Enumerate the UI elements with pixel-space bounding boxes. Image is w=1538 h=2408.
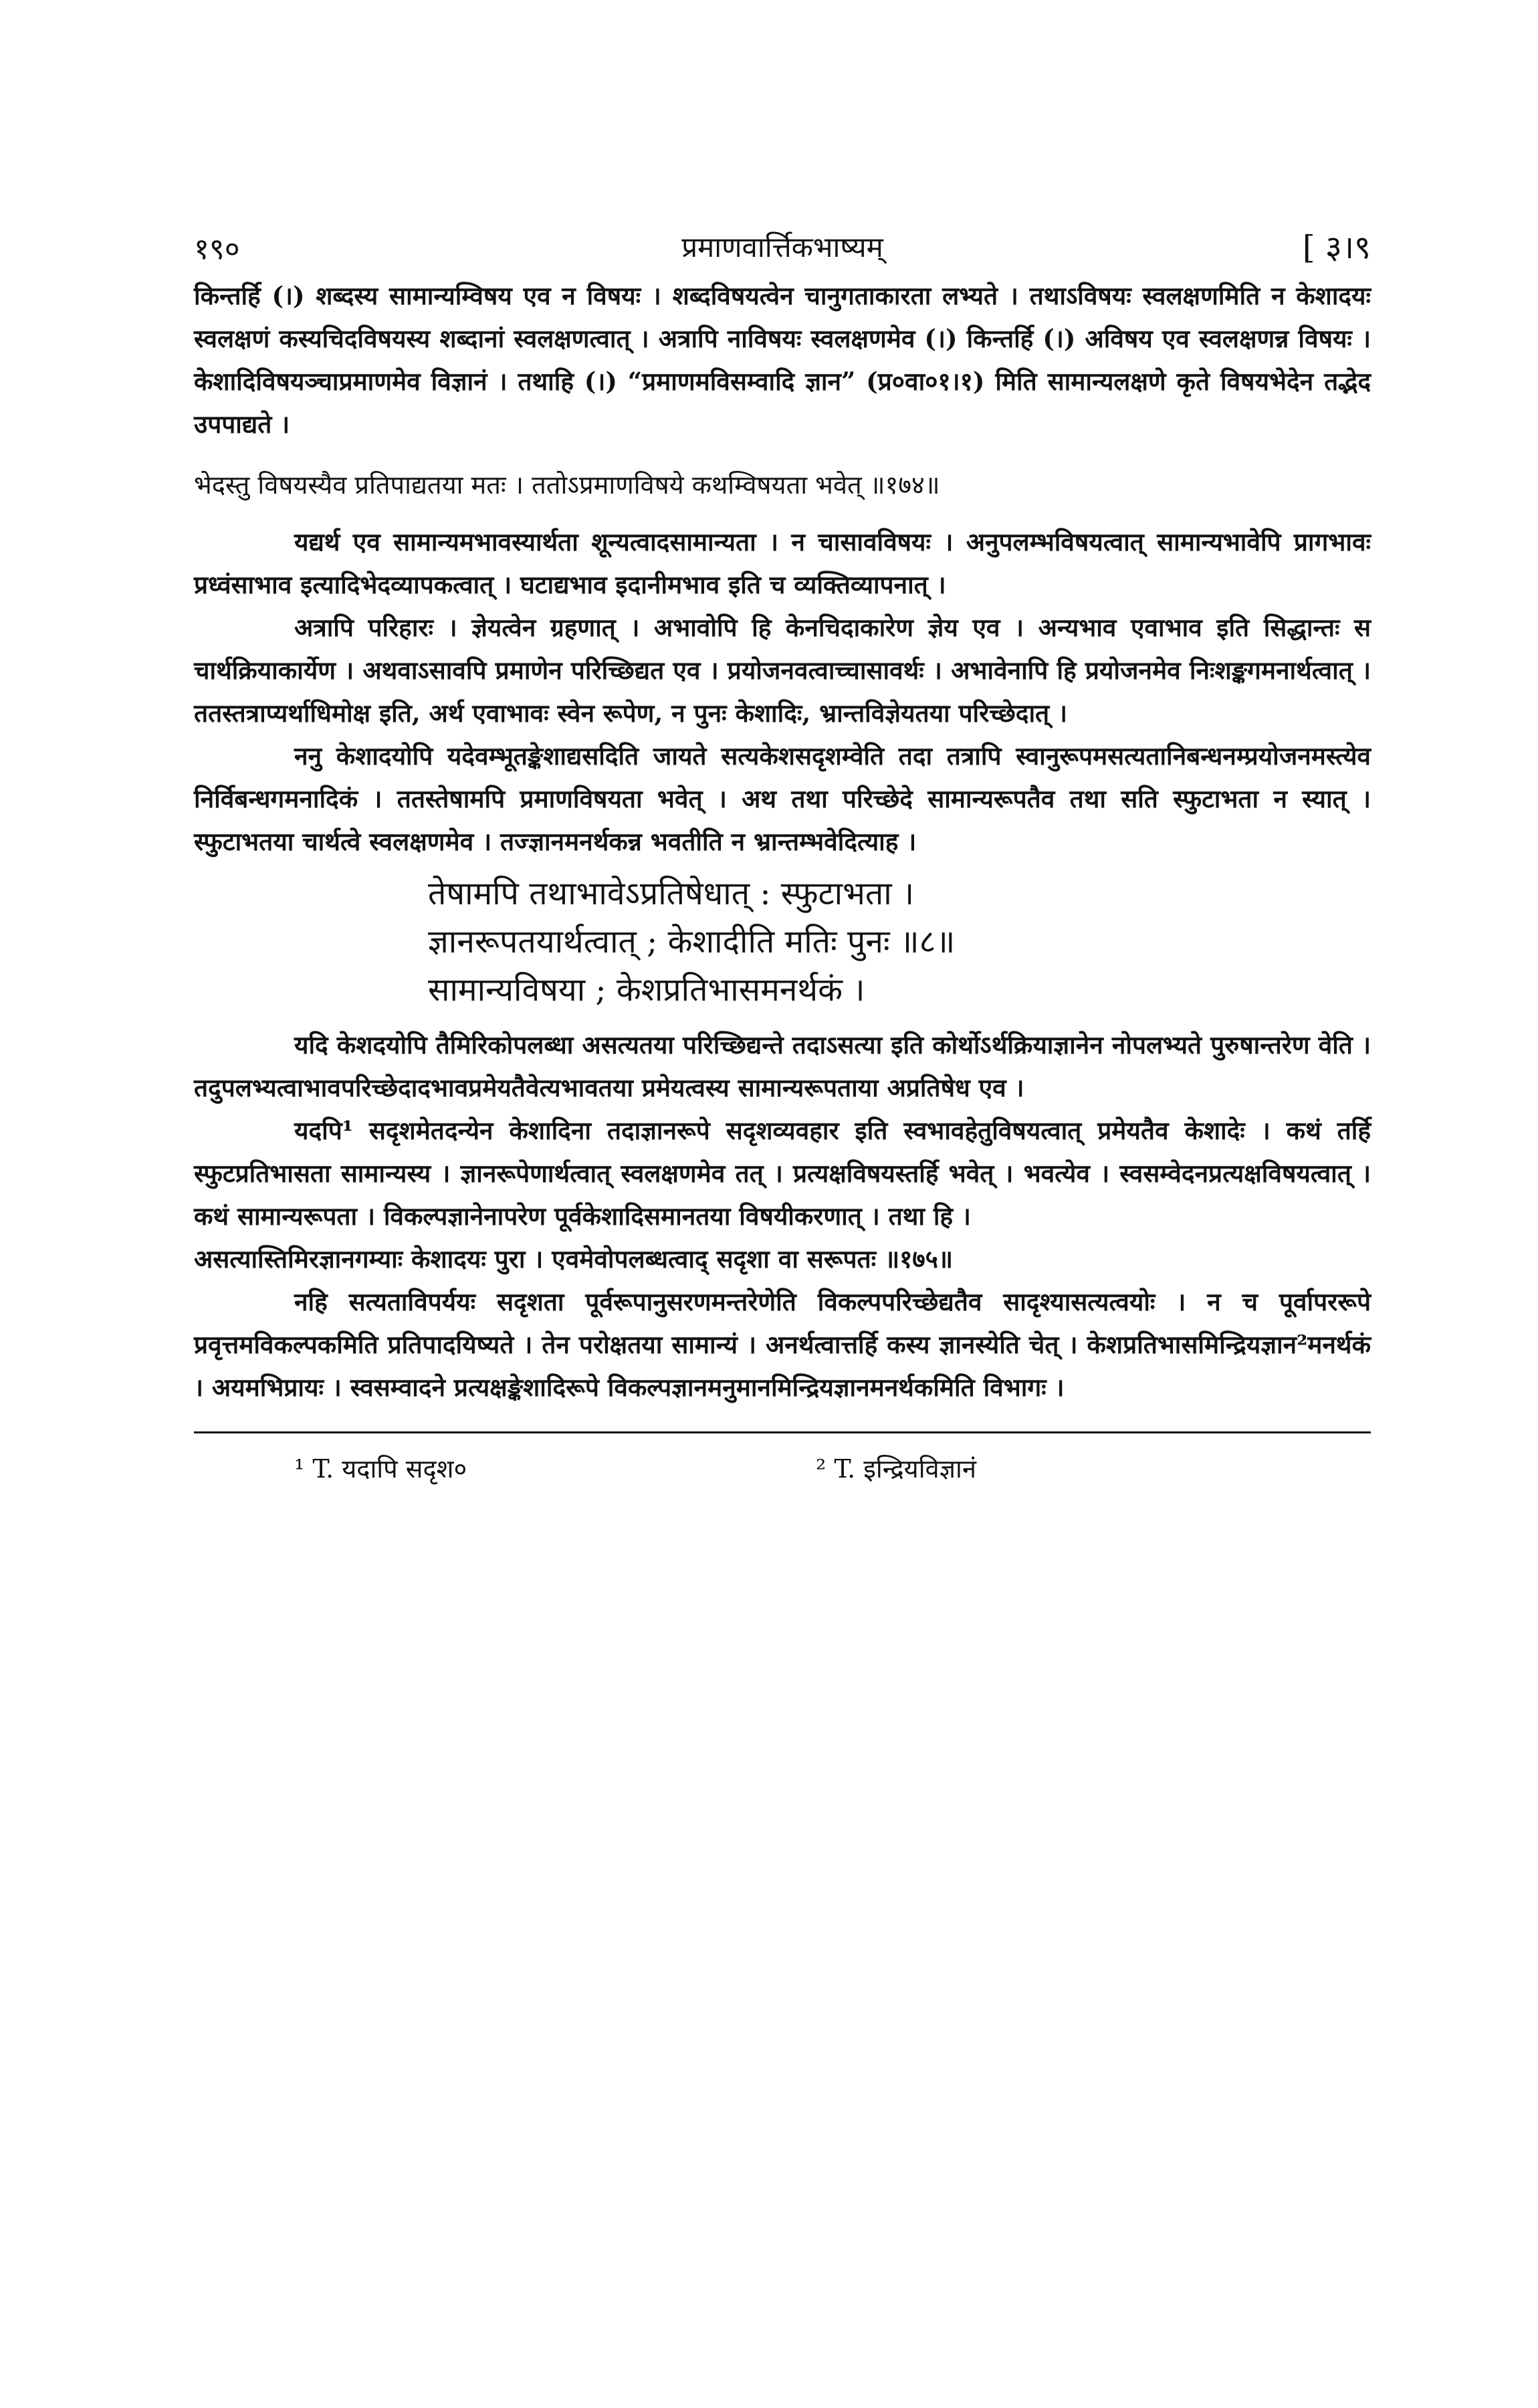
commentary-paragraph: किन्तर्हि (।) शब्दस्य सामान्यम्विषय एव न विषयः । शब्दविषयत्वेन चानुगताकारता लभ्यते । तथाऽविषयः स्वलक्षणमिति न केशादयः स्वलक्षणं कस्यचिदविषयस्य शब्दानां स्वलक्षणत्वात् । अत्रापि नाविषयः स्वलक्षणमेव (।) किन्तर्हि (।) अविषय एव स्वलक्षणन्न विषयः । केशादिविषयञ्चाप्रमाणमेव विज्ञानं । तथाहि (।) “प्रमाणमविसम्वादि ज्ञान” (प्र०वा०१।१) मिति सामान्यलक्षणे कृते विषयभेदेन तद्भेद उपपाद्यते । [194,281,1371,439]
section-reference: [ ३।९ [1302,229,1371,266]
karika-verse-174: भेदस्तु विषयस्यैव प्रतिपाद्यतया मतः । ततोऽप्रमाणविषये कथम्विषयता भवेत् ॥१७४॥ [194,470,940,500]
karika-verse-175: असत्यास्तिमिरज्ञानगम्याः केशादयः पुरा । एवमेवोपलब्धत्वाद् सदृशा वा सरूपतः ॥१७५॥ [194,1244,954,1274]
commentary-paragraph: यदपि¹ सदृशमेतदन्येन केशादिना तदाज्ञानरूपे सदृशव्यवहार इति स्वभावहेतुविषयत्वात् प्रमेयतैव केशादेः । कथं तर्हि स्फुटप्रतिभासता सामान्यस्य । ज्ञानरूपेणार्थत्वात् स्वलक्षणमेव तत् । प्रत्यक्षविषयस्तर्हि भवेत् । भवत्येव । स्वसम्वेदनप्रत्यक्षविषयत्वात् । कथं सामान्यरूपता । विकल्पज्ञानेनापरेण पूर्वकेशादिसमानतया विषयीकरणात् । तथा हि । [194,1116,1371,1231]
footnote-1: ¹ T. यदापि सदृश० [294,1454,467,1484]
verse-line: सामान्यविषया ; केशप्रतिभासमनर्थकं । [428,971,865,1009]
verse-line: ज्ञानरूपतयार्थत्वात् ; केशादीति मतिः पुनः ॥८॥ [428,923,956,961]
page-number: १९० [194,232,240,266]
footnotes [194,1445,1371,1492]
commentary-paragraph: अत्रापि परिहारः । ज्ञेयत्वेन ग्रहणात् । अभावोपि हि केनचिदाकारेण ज्ञेय एव । अन्यभाव एवाभाव इति सिद्धान्तः स चार्थक्रियाकार्येण । अथवाऽसावपि प्रमाणेन परिच्छिद्यत एव । प्रयोजनवत्वाच्चासावर्थः । अभावेनापि हि प्रयोजनमेव निःशङ्कगमनार्थत्वात् । ततस्तत्राप्यर्थाधिमोक्ष इति, अर्थ एवाभावः स्वेन रूपेण, न पुनः केशादिः, भ्रान्तविज्ञेयतया परिच्छेदात् । [194,613,1371,728]
footnote-2: ² T. इन्द्रियविज्ञानं [816,1454,976,1484]
running-title: प्रमाणवार्त्तिकभाष्यम् [681,231,883,264]
commentary-paragraph: नहि सत्यताविपर्ययः सदृशता पूर्वरूपानुसरणमन्तरेणेति विकल्पपरिच्छेद्यतैव सादृश्यासत्यत्वयोः । न च पूर्वापररूपे प्रवृत्तमविकल्पकमिति प्रतिपादयिष्यते । तेन परोक्षतया सामान्यं । अनर्थत्वात्तर्हि कस्य ज्ञानस्येति चेत् । केशप्रतिभासमिन्द्रियज्ञान²मनर्थकं । अयमभिप्रायः । स्वसम्वादने प्रत्यक्षङ्केशादिरूपे विकल्पज्ञानमनुमानमिन्द्रियज्ञानमनर्थकमिति विभागः । [194,1287,1371,1402]
commentary-paragraph: यद्यर्थ एव सामान्यमभावस्यार्थता शून्यत्वादसामान्यता । न चासावविषयः । अनुपलम्भविषयत्वात् सामान्यभावेपि प्रागभावः प्रध्वंसाभाव इत्यादिभेदव्यापकत्वात् । घटाद्यभाव इदानीमभाव इति च व्यक्तिव्यापनात् । [194,527,1371,599]
page [194,221,1371,1492]
verse-block [194,870,1371,1014]
running-header [194,221,1371,274]
commentary-paragraph: ननु केशादयोपि यदेवम्भूतङ्केशाद्यसदिति जायते सत्यकेशसदृशम्वेति तदा तत्रापि स्वानुरूपमसत्यतानिबन्धनम्प्रयोजनमस्त्येव निर्विबन्धगमनादिकं । ततस्तेषामपि प्रमाणविषयता भवेत् । अथ तथा परिच्छेदे सामान्यरूपतैव तथा सति स्फुटाभता न स्यात् । स्फुटाभतया चार्थत्वे स्वलक्षणमेव । तज्ज्ञानमनर्थकन्न भवतीति न भ्रान्तम्भवेदित्याह । [194,741,1371,856]
footnote-divider [194,1431,1371,1433]
commentary-paragraph: यदि केशदयोपि तैमिरिकोपलब्धा असत्यतया परिच्छिद्यन्ते तदाऽसत्या इति कोर्थोऽर्थक्रियाज्ञानेन नोपलभ्यते पुरुषान्तरेण वेति । तदुपलभ्यत्वाभावपरिच्छेदादभावप्रमेयतैवेत्यभावतया प्रमेयत्वस्य सामान्यरूपताया अप्रतिषेध एव । [194,1030,1371,1102]
verse-line: तेषामपि तथाभावेऽप्रतिषेधात् : स्फुटाभता । [428,875,915,912]
